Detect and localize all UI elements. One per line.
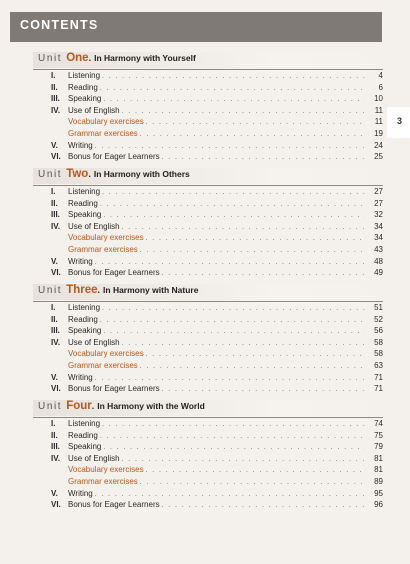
entry-page-number: 71 [374,384,383,394]
entry-numeral: VI. [51,500,61,510]
toc-entry[interactable] [33,500,383,512]
unit-dot: . [88,53,92,63]
toc-entry[interactable] [33,326,383,338]
page-title: CONTENTS [20,18,99,32]
dot-leader [98,85,365,92]
entry-numeral: I. [51,419,56,428]
entry-page-number: 49 [374,268,383,278]
entry-page-number: 34 [374,221,383,231]
entry-page-number: 24 [374,140,383,150]
toc-entry[interactable] [33,373,383,385]
dot-leader [144,235,365,242]
dot-leader [120,456,365,463]
entry-page-number: 25 [374,152,383,162]
entry-page-number: 58 [374,337,383,347]
toc-entry[interactable] [33,465,383,477]
unit-theme: In Harmony with Others [93,169,190,179]
unit-word: Unit [38,53,63,64]
toc-entry[interactable] [33,257,383,269]
entry-label: Vocabulary exercises [68,349,144,359]
dot-leader [138,131,365,138]
entry-label: Use of English [68,221,120,231]
entry-label: Vocabulary exercises [68,117,144,127]
toc-entry[interactable] [33,268,383,280]
dot-leader [101,444,365,451]
unit-theme: In Harmony with the World [97,401,205,411]
dot-leader [100,305,365,312]
entry-page-number: 52 [374,314,383,324]
unit-word: Unit [38,401,63,412]
unit-heading [33,400,383,416]
dot-leader [101,328,365,335]
unit-number: Two [66,168,89,180]
dot-leader [138,247,365,254]
unit-divider [33,301,383,302]
entry-numeral: IV. [51,221,61,231]
unit-heading [33,168,383,184]
entry-label: Listening [68,187,101,196]
toc-entry[interactable] [33,419,383,431]
entry-label: Bonus for Eager Learners [68,500,160,510]
entry-numeral: IV. [51,337,61,347]
toc-entry[interactable] [33,384,383,396]
entry-page-number: 89 [374,476,383,486]
dot-leader [93,143,365,150]
entry-page-number: 34 [374,233,383,243]
entry-label: Writing [68,140,93,150]
entry-page-number: 10 [374,94,383,104]
entry-numeral: IV. [51,105,61,115]
unit-dot: . [88,169,91,179]
toc-entry[interactable] [33,94,383,106]
dot-leader [138,479,365,486]
entry-label: Use of English [68,105,120,115]
entry-label: Listening [68,303,101,312]
entry-label: Grammar exercises [68,244,138,254]
entry-label: Speaking [68,326,102,336]
toc-entry[interactable] [33,477,383,489]
entry-page-number: 96 [374,500,383,510]
unit-heading [33,52,383,68]
dot-leader [101,212,365,219]
toc-entry[interactable] [33,454,383,466]
toc-entry[interactable] [33,431,383,443]
entry-page-number: 71 [374,372,383,382]
dot-leader [120,340,365,347]
unit-section [33,284,383,396]
dot-leader [120,224,365,231]
entry-numeral: I. [51,303,56,312]
dot-leader [120,108,365,115]
entry-page-number: 81 [374,453,383,463]
toc-entry[interactable] [33,361,383,373]
entry-numeral: V. [51,140,58,150]
dot-leader [144,467,365,474]
toc-entry[interactable] [33,315,383,327]
toc-entry[interactable] [33,338,383,350]
unit-number: Three [66,284,98,296]
entry-page-number: 74 [374,419,383,428]
entry-page-number: 63 [374,360,383,370]
unit-number: Four [66,400,92,412]
entry-page-number: 27 [374,187,383,196]
dot-leader [160,154,365,161]
entry-numeral: VI. [51,268,61,278]
dot-leader [100,189,365,196]
entry-numeral: VI. [51,152,61,162]
entry-page-number: 19 [374,128,383,138]
toc-entry[interactable] [33,83,383,95]
dot-leader [160,270,365,277]
entry-page-number: 58 [374,349,383,359]
entry-numeral: III. [51,210,60,220]
entry-label: Writing [68,372,93,382]
toc-entry[interactable] [33,233,383,245]
entry-numeral: III. [51,442,60,452]
entry-label: Reading [68,82,98,92]
entry-numeral: VI. [51,384,61,394]
entry-page-number: 43 [374,244,383,254]
page-number: 3 [397,116,403,126]
entry-page-number: 32 [374,210,383,220]
entry-numeral: II. [51,430,58,440]
dot-leader [98,317,365,324]
unit-theme: In Harmony with Nature [103,285,199,295]
entry-page-number: 79 [374,442,383,452]
entry-numeral: II. [51,198,58,208]
toc-entry[interactable] [33,129,383,141]
toc-entry[interactable] [33,106,383,118]
toc-entry[interactable] [33,349,383,361]
entry-numeral: I. [51,187,56,196]
entry-label: Grammar exercises [68,360,138,370]
entry-numeral: V. [51,256,58,266]
entry-label: Speaking [68,94,102,104]
toc-entry[interactable] [33,187,383,199]
entry-numeral: II. [51,82,58,92]
unit-theme: In Harmony with Yourself [94,53,196,63]
dot-leader [101,96,365,103]
toc-entry[interactable] [33,152,383,164]
entry-label: Reading [68,430,98,440]
unit-heading [33,284,383,300]
toc-entry[interactable] [33,442,383,454]
entry-numeral: IV. [51,453,61,463]
entry-label: Grammar exercises [68,128,138,138]
entry-page-number: 6 [378,82,383,92]
entry-label: Writing [68,256,93,266]
entry-numeral: II. [51,314,58,324]
toc-entry[interactable] [33,141,383,153]
unit-section [33,52,383,164]
dot-leader [98,201,365,208]
entry-numeral: V. [51,488,58,498]
entry-label: Bonus for Eager Learners [68,384,160,394]
entry-page-number: 48 [374,256,383,266]
entry-label: Speaking [68,210,102,220]
entry-page-number: 27 [374,198,383,208]
entry-page-number: 51 [374,303,383,312]
entry-label: Vocabulary exercises [68,465,144,475]
dot-leader [98,433,365,440]
dot-leader [144,119,365,126]
unit-word: Unit [38,169,63,180]
unit-divider [33,69,383,70]
unit-word: Unit [38,285,63,296]
entry-label: Vocabulary exercises [68,233,144,243]
dot-leader [100,421,365,428]
unit-dot: . [97,285,101,295]
unit-divider [33,185,383,186]
entry-page-number: 81 [374,465,383,475]
entry-page-number: 95 [374,488,383,498]
unit-number: One [66,52,89,64]
toc-entry[interactable] [33,245,383,257]
unit-dot: . [91,401,95,411]
dot-leader [160,386,365,393]
entry-label: Bonus for Eager Learners [68,152,160,162]
entry-label: Reading [68,314,98,324]
dot-leader [138,363,365,370]
entry-label: Use of English [68,337,120,347]
dot-leader [100,73,365,80]
unit-section [33,168,383,280]
toc-entry[interactable] [33,222,383,234]
toc-entry[interactable] [33,489,383,501]
dot-leader [93,491,365,498]
unit-section [33,400,383,512]
entry-label: Writing [68,488,93,498]
entry-page-number: 11 [374,105,383,115]
entry-numeral: III. [51,326,60,336]
dot-leader [93,375,365,382]
toc-entry[interactable] [33,210,383,222]
entry-page-number: 4 [378,71,383,80]
entry-label: Use of English [68,453,120,463]
toc-entry[interactable] [33,117,383,129]
entry-label: Reading [68,198,98,208]
entry-label: Speaking [68,442,102,452]
entry-page-number: 56 [374,326,383,336]
entry-page-number: 11 [374,117,383,127]
entry-numeral: III. [51,94,60,104]
toc-entry[interactable] [33,199,383,211]
dot-leader [93,259,365,266]
dot-leader [144,351,365,358]
entry-label: Grammar exercises [68,476,138,486]
entry-label: Listening [68,71,101,80]
unit-divider [33,417,383,418]
dot-leader [160,502,365,509]
entry-label: Listening [68,419,101,428]
entry-numeral: V. [51,372,58,382]
toc-entry[interactable] [33,71,383,83]
entry-label: Bonus for Eager Learners [68,268,160,278]
entry-numeral: I. [51,71,56,80]
entry-page-number: 75 [374,430,383,440]
toc-entry[interactable] [33,303,383,315]
